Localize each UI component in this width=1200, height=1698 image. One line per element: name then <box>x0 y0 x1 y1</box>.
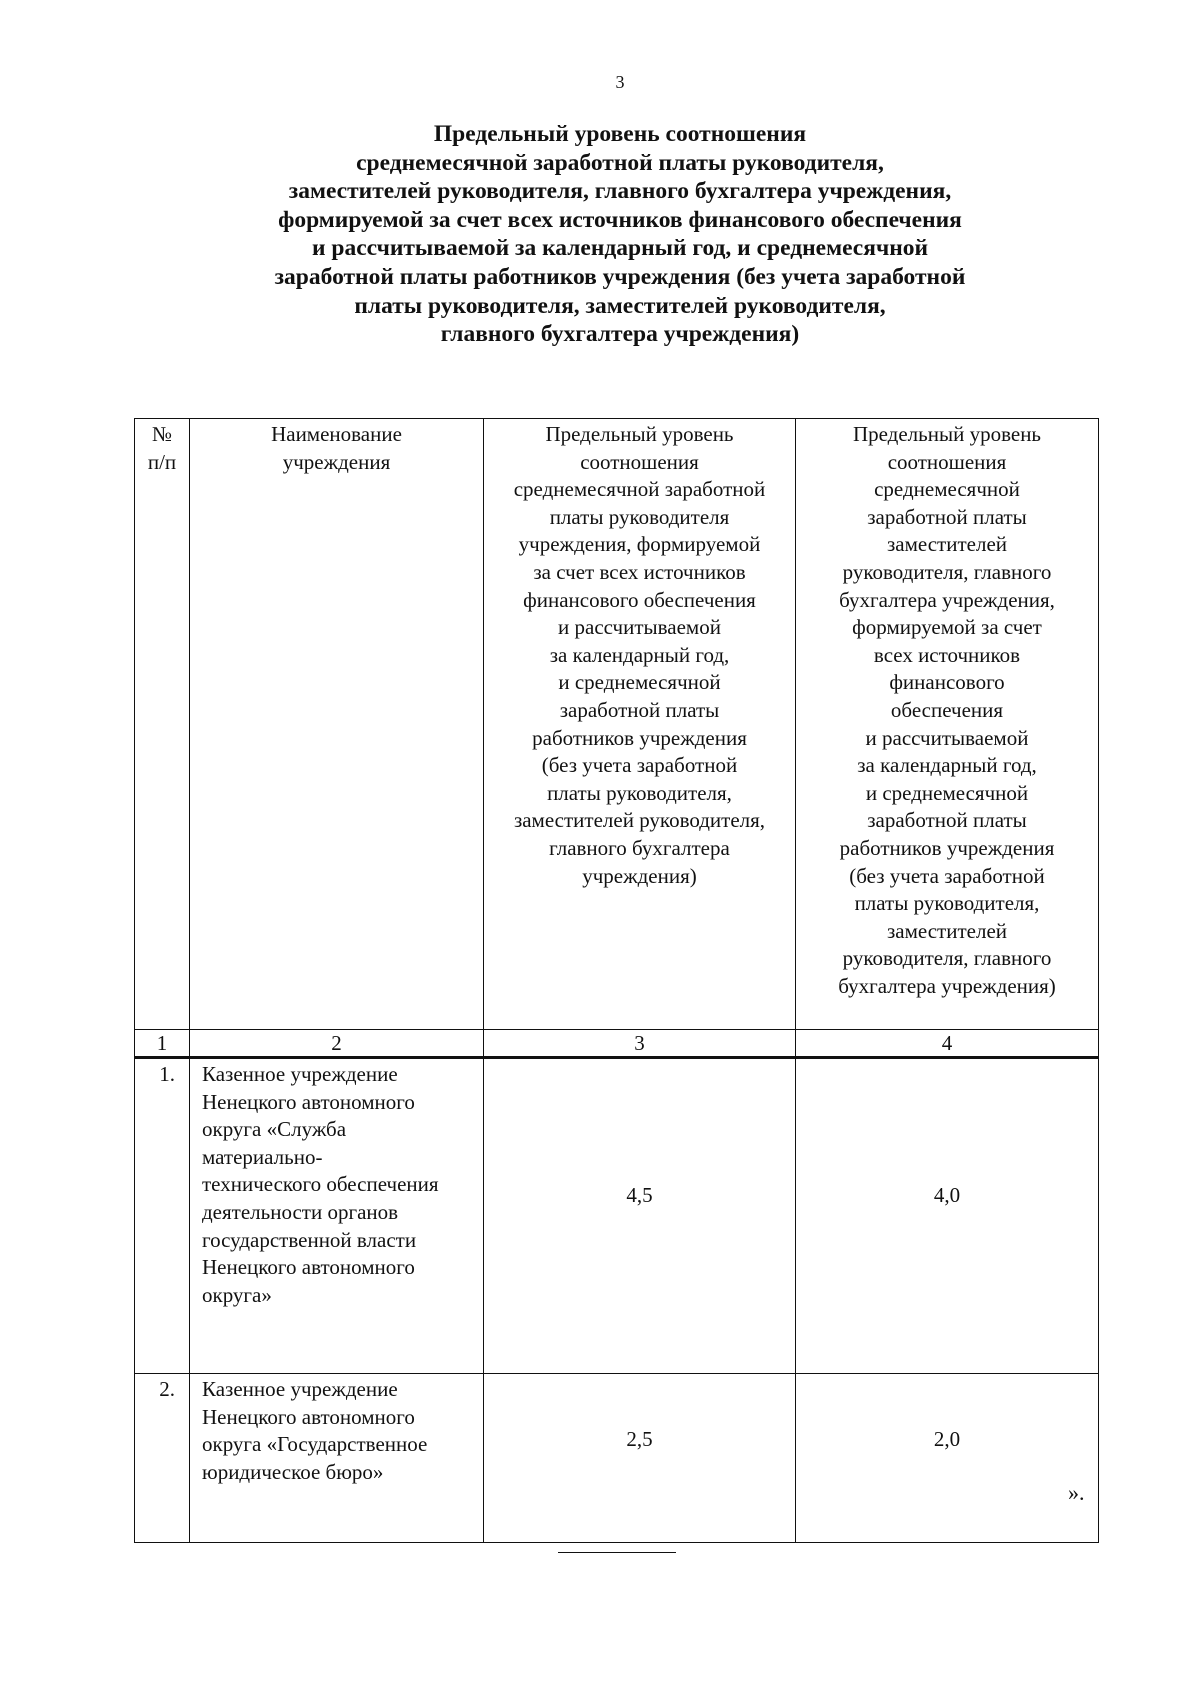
header-line: бухгалтера учреждения, <box>839 587 1055 612</box>
header-line: учреждения) <box>582 863 697 888</box>
header-director-ratio <box>484 419 796 1030</box>
row-number: 1. <box>135 1058 190 1374</box>
ratio-table <box>134 418 1099 1543</box>
page-number: 3 <box>615 72 625 92</box>
header-line: формируемой за счет <box>852 615 1042 640</box>
header-institution-name: Наименование учреждения <box>190 419 484 1030</box>
column-number: 3 <box>484 1030 796 1058</box>
footer-divider <box>558 1552 676 1553</box>
column-number: 1 <box>135 1030 190 1058</box>
header-line: заместителей руководителя, <box>513 808 766 833</box>
header-line: соотношения <box>887 449 1007 474</box>
title-line: заместителей руководителя, главного бухгалтера учреждения, <box>288 178 952 205</box>
title-line: платы руководителя, заместителей руководителя, <box>354 292 886 319</box>
header-line: обеспечения <box>890 697 1004 722</box>
header-line: соотношения <box>580 449 699 474</box>
header-line: (без учета заработной <box>849 863 1045 888</box>
title-line: Предельный уровень соотношения <box>433 121 807 147</box>
header-line: среднемесячной <box>874 477 1020 502</box>
row-number: 2. <box>135 1374 190 1543</box>
header-line: и среднемесячной <box>558 670 721 695</box>
header-line: платы руководителя, <box>547 780 732 805</box>
header-line: платы руководителя, <box>854 891 1040 916</box>
header-line: заместителей <box>886 918 1008 943</box>
column-number: 2 <box>190 1030 484 1058</box>
header-line: за счет всех источников <box>533 559 746 584</box>
institution-name: Казенное учреждение Ненецкого автономного округа «Государственное юридическое бюро» <box>190 1374 484 1543</box>
header-line: платы руководителя <box>549 504 730 529</box>
header-line: и рассчитываемой <box>558 615 721 640</box>
header-line: за календарный год, <box>857 753 1037 778</box>
header-line: бухгалтера учреждения) <box>838 973 1056 998</box>
header-number: № п/п <box>135 419 190 1030</box>
table-header-row <box>135 419 1099 1030</box>
header-line: среднемесячной заработной <box>513 477 766 502</box>
header-line: руководителя, главного <box>842 946 1052 971</box>
header-line: финансового обеспечения <box>523 587 756 612</box>
table-row <box>135 1058 1099 1374</box>
header-line: учреждения, формируемой <box>518 532 761 557</box>
header-line: за календарный год, <box>549 642 730 667</box>
title-line: формируемой за счет всех источников финансового обеспечения <box>278 206 962 233</box>
title-line: среднемесячной заработной платы руководителя, <box>356 149 884 176</box>
header-line: (без учета заработной <box>541 753 738 778</box>
deputies-ratio-value: 2,0 <box>796 1374 1099 1543</box>
header-line: и рассчитываемой <box>865 725 1029 750</box>
document-title <box>100 120 1140 349</box>
header-line: руководителя, главного <box>842 559 1052 584</box>
director-ratio-value: 2,5 <box>484 1374 796 1543</box>
header-line: финансового <box>889 670 1005 695</box>
header-line: Предельный уровень <box>852 422 1042 446</box>
deputies-ratio-value: 4,0 <box>796 1058 1099 1374</box>
table-row <box>135 1374 1099 1543</box>
title-line: заработной платы работников учреждения (без учета заработной <box>274 263 966 290</box>
header-line: и среднемесячной <box>865 780 1029 805</box>
director-ratio-value: 4,5 <box>484 1058 796 1374</box>
closing-quote: ». <box>1068 1480 1085 1505</box>
title-line: и рассчитываемой за календарный год, и среднемесячной <box>311 235 929 262</box>
title-line: главного бухгалтера учреждения) <box>440 321 800 348</box>
institution-name: Казенное учреждение Ненецкого автономного округа «Служба материально- технического обеспечения деятельности органов государственной власти Ненецкого автономного округа» <box>190 1058 484 1374</box>
header-line: Предельный уровень <box>545 422 734 446</box>
header-line: работников учреждения <box>839 835 1055 860</box>
header-line: работников учреждения <box>532 725 747 750</box>
header-line: всех источников <box>873 642 1021 667</box>
header-line: заработной платы <box>867 808 1027 833</box>
header-line: заработной платы <box>867 504 1027 529</box>
header-line: главного бухгалтера <box>549 835 730 860</box>
column-number-row <box>135 1030 1099 1058</box>
header-line: заработной платы <box>559 697 720 722</box>
header-line: заместителей <box>886 532 1008 557</box>
column-number: 4 <box>796 1030 1099 1058</box>
header-deputies-ratio <box>796 419 1099 1030</box>
